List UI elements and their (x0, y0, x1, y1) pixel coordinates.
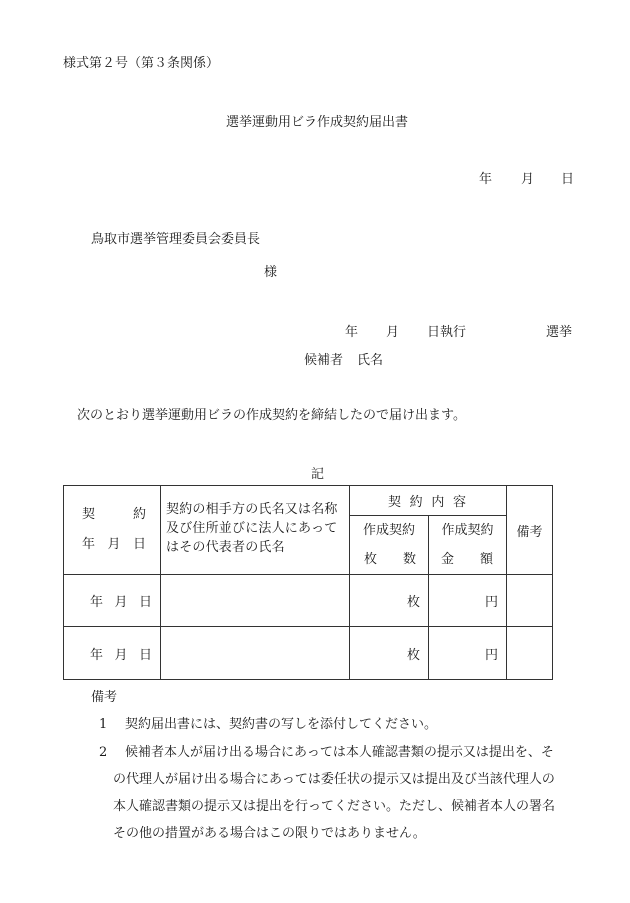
candidate-name-label: 氏名 (357, 353, 384, 368)
notes-heading: 備考 (91, 690, 118, 705)
header-counterparty: 契約の相手方の氏名又は名称 及び住所並びに法人にあって はその代表者の氏名 (161, 486, 350, 575)
table-row (64, 627, 553, 680)
date-year: 年 (479, 172, 493, 187)
row-counterparty (161, 575, 350, 627)
row-quantity: 枚 (350, 627, 429, 680)
row-amount: 円 (429, 627, 507, 680)
date-month: 月 (521, 172, 535, 187)
form-number: 様式第２号（第３条関係） (63, 56, 220, 71)
election-year: 年 (345, 325, 359, 340)
header-remarks: 備考 (507, 486, 553, 575)
document-title: 選挙運動用ビラ作成契約届出書 (226, 115, 409, 130)
contract-table (63, 485, 553, 680)
election-day-held: 日執行 (427, 325, 467, 340)
header-contract-content: 契 約 内 容 (350, 486, 507, 516)
row-date: 年 月 日 (64, 627, 161, 680)
header-quantity: 作成契約 枚 数 (350, 516, 429, 575)
note-text: 候補者本人が届け出る場合にあっては本人確認書類の提示又は提出を、そ (125, 745, 554, 760)
election-month: 月 (386, 325, 400, 340)
row-counterparty (161, 627, 350, 680)
header-amount: 作成契約 金 額 (429, 516, 507, 575)
addressee-honorific: 様 (264, 265, 278, 280)
note-number: 2 (99, 745, 108, 760)
note-text: その他の措置がある場合はこの限りではありません。 (113, 826, 426, 841)
row-remarks (507, 627, 553, 680)
table-row (64, 575, 553, 627)
row-amount: 円 (429, 575, 507, 627)
statement: 次のとおり選挙運動用ビラの作成契約を締結したので届け出ます。 (77, 408, 466, 423)
note-text: の代理人が届け出る場合にあっては委任状の提示又は提出及び当該代理人の (113, 772, 555, 787)
header-contract-date: 契 約 年 月 日 (64, 486, 161, 575)
election-name: 選挙 (546, 325, 573, 340)
ki-label: 記 (311, 467, 325, 482)
row-quantity: 枚 (350, 575, 429, 627)
note-item-2 (99, 739, 555, 847)
candidate-label: 候補者 (304, 353, 344, 368)
row-remarks (507, 575, 553, 627)
note-text: 本人確認書類の提示又は提出を行ってください。ただし、候補者本人の署名 (113, 799, 556, 814)
note-item-1 (99, 711, 437, 738)
addressee-name: 鳥取市選挙管理委員会委員長 (91, 232, 261, 247)
date-day: 日 (561, 172, 575, 187)
note-text: 契約届出書には、契約書の写しを添付してください。 (125, 717, 438, 732)
row-date: 年 月 日 (64, 575, 161, 627)
note-number: 1 (99, 717, 108, 732)
